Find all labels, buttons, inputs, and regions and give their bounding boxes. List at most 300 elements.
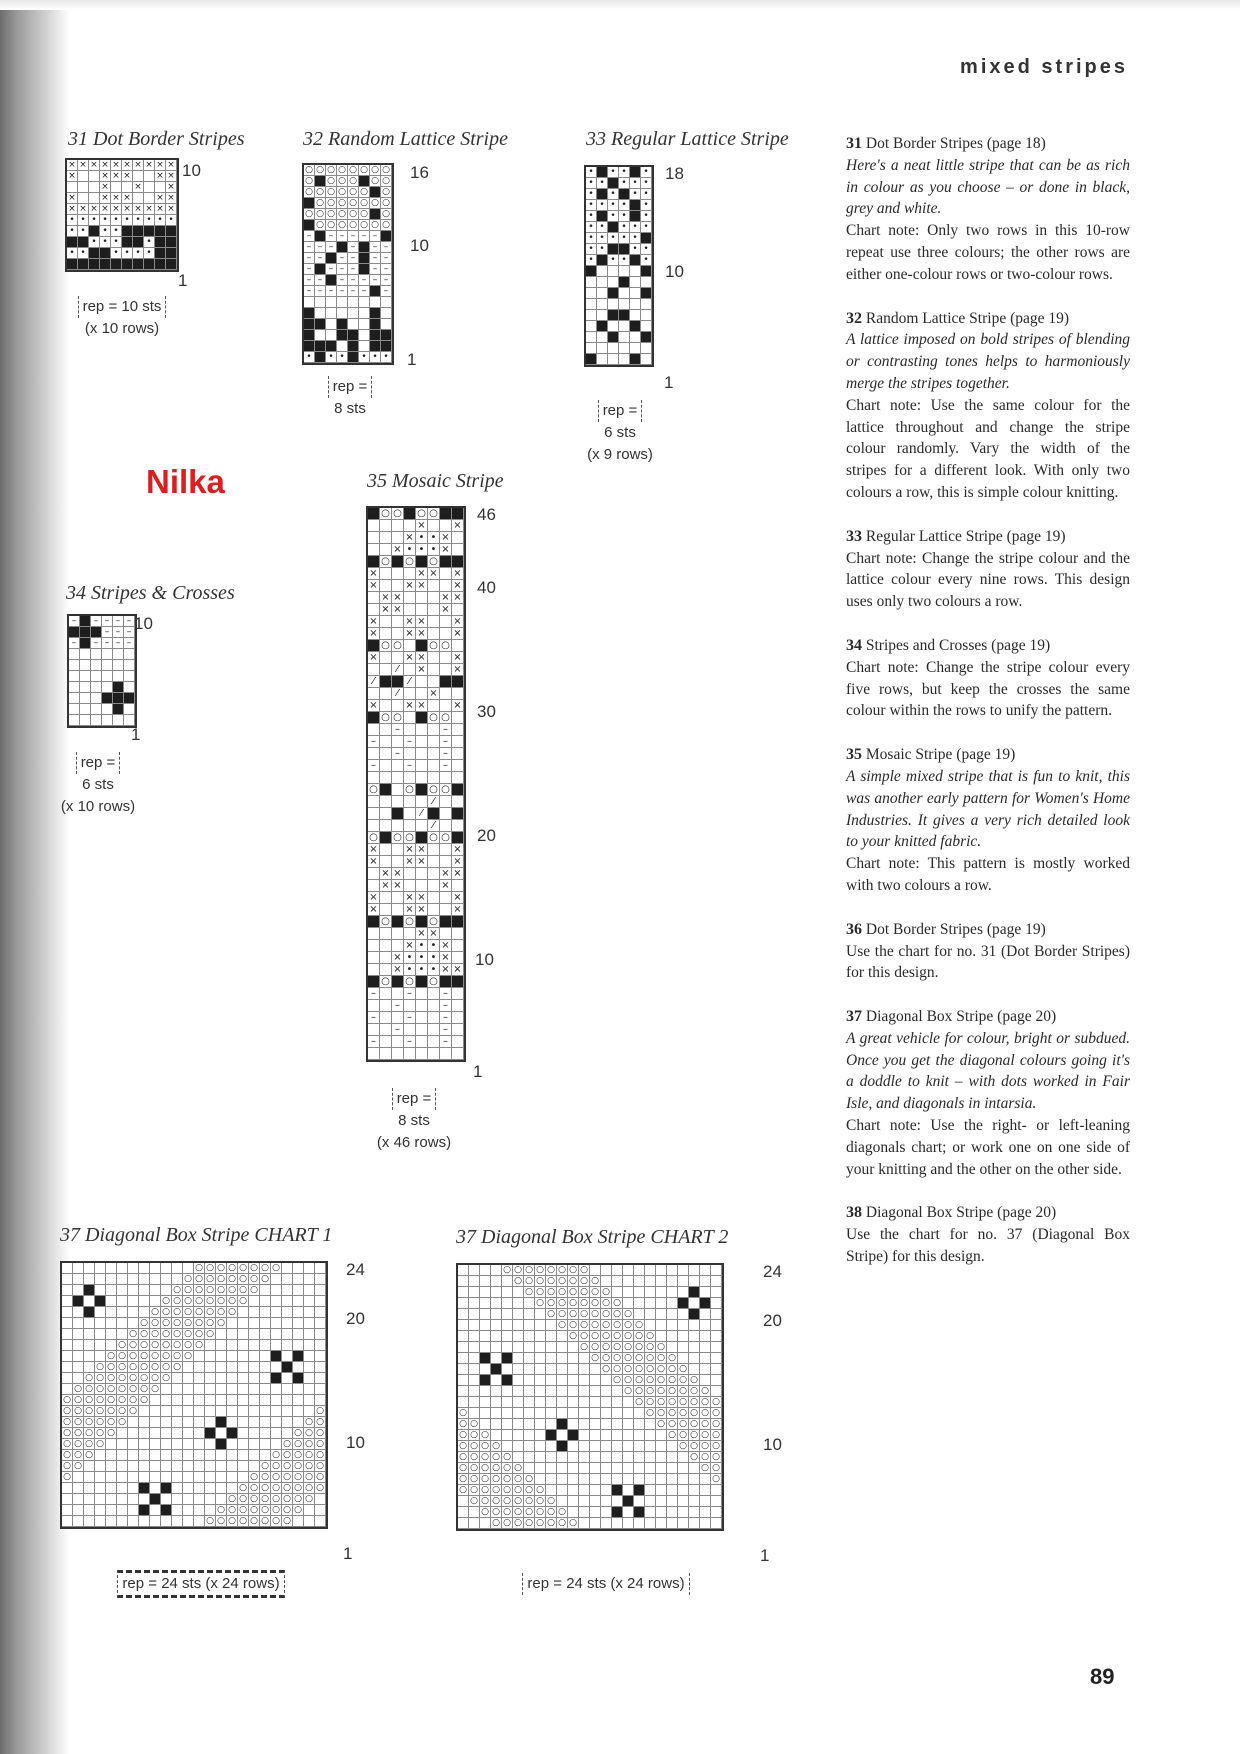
chart-cell: ○ [271, 1450, 282, 1461]
chart-cell [630, 277, 641, 288]
chart-cell: ○ [84, 1439, 95, 1450]
chart-cell [440, 796, 452, 808]
chart-cell [337, 308, 348, 319]
chart-cell [667, 1485, 678, 1496]
chart-cell [634, 1507, 645, 1518]
chart-cell [205, 1472, 216, 1483]
chart-cell [194, 1483, 205, 1494]
chart-cell: ○ [227, 1494, 238, 1505]
chart-cell: ○ [428, 640, 440, 652]
chart-cell [608, 354, 619, 365]
chart-cell [282, 1395, 293, 1406]
chart-cell [440, 616, 452, 628]
chart-cell [249, 1439, 260, 1450]
chart-cell: ○ [172, 1296, 183, 1307]
chart-cell [513, 1452, 524, 1463]
chart-cell: ○ [612, 1331, 623, 1342]
chart-cell [326, 275, 337, 286]
chart-cell: ○ [656, 1342, 667, 1353]
chart-cell [557, 1463, 568, 1474]
chart-cell [304, 341, 315, 352]
chart-cell [568, 1397, 579, 1408]
chart-cell: × [111, 204, 122, 215]
chart-cell [678, 1452, 689, 1463]
chart-cell: ○ [370, 198, 381, 209]
chart-cell [568, 1386, 579, 1397]
chart-cell [128, 1274, 139, 1285]
chart-cell [557, 1353, 568, 1364]
chart-cell: • [608, 211, 619, 222]
chart-cell: ○ [73, 1428, 84, 1439]
chart-cell [524, 1419, 535, 1430]
chart-cell [458, 1331, 469, 1342]
chart-cell: ○ [711, 1419, 722, 1430]
chart-cell [404, 664, 416, 676]
chart-cell [404, 1048, 416, 1060]
chart-cell [546, 1364, 557, 1375]
chart-cell: ○ [678, 1397, 689, 1408]
chart-cell [155, 237, 166, 248]
chart-cell: ○ [601, 1298, 612, 1309]
chart-cell: ○ [380, 712, 392, 724]
chart-cell [368, 688, 380, 700]
chart-cell: ○ [348, 209, 359, 220]
chart-cell [546, 1320, 557, 1331]
chart-cell [491, 1309, 502, 1320]
chart-cell [428, 664, 440, 676]
chart-cell [645, 1430, 656, 1441]
chart-cell: ○ [428, 508, 440, 520]
chart-cell [678, 1309, 689, 1320]
chart-cell [80, 715, 91, 726]
chart-cell [579, 1397, 590, 1408]
chart-cell [368, 520, 380, 532]
chart-cell: • [404, 952, 416, 964]
entry-37-description: A great vehicle for colour, bright or subdued. Once you get the diagonal colours going it's a doddle to knit – with dots worked in Fair Isle, and diagonals in intarsia. [846, 1029, 1130, 1113]
chart-cell [404, 688, 416, 700]
chart-cell: – [348, 264, 359, 275]
chart-cell: ○ [293, 1472, 304, 1483]
chart-cell: ○ [84, 1450, 95, 1461]
chart-cell [89, 171, 100, 182]
chart-cell [469, 1331, 480, 1342]
chart-cell [535, 1441, 546, 1452]
chart-cell: • [597, 233, 608, 244]
chart-cell: × [368, 892, 380, 904]
chart-cell [502, 1353, 513, 1364]
chart-cell: ○ [139, 1362, 150, 1373]
chart-cell: – [404, 988, 416, 1000]
chart-cell [612, 1507, 623, 1518]
chart-cell [293, 1384, 304, 1395]
chart-cell [128, 1428, 139, 1439]
chart-cell [161, 1274, 172, 1285]
chart-cell: ○ [117, 1417, 128, 1428]
chart-cell: × [416, 700, 428, 712]
chart-cell: × [144, 160, 155, 171]
chart-cell [172, 1450, 183, 1461]
chart-cell: – [404, 1036, 416, 1048]
chart-cell: ○ [73, 1439, 84, 1450]
chart-cell [205, 1483, 216, 1494]
chart-cell: ○ [458, 1452, 469, 1463]
chart-cell [183, 1472, 194, 1483]
chart-cell [667, 1320, 678, 1331]
chart-cell: ○ [216, 1318, 227, 1329]
chart-34-row-top: 10 [134, 614, 153, 633]
chart-cell [502, 1276, 513, 1287]
section-header: mixed stripes [960, 56, 1128, 78]
chart-cell [271, 1285, 282, 1296]
chart-cell: × [452, 616, 464, 628]
chart-cell [117, 1263, 128, 1274]
chart-cell [91, 671, 102, 682]
chart-cell: • [100, 226, 111, 237]
chart-cell: × [452, 628, 464, 640]
chart-cell: ○ [416, 508, 428, 520]
chart-cell [183, 1362, 194, 1373]
chart-cell: ○ [535, 1507, 546, 1518]
chart-cell [260, 1340, 271, 1351]
chart-cell [238, 1384, 249, 1395]
chart-cell: ○ [689, 1408, 700, 1419]
chart-cell: • [597, 244, 608, 255]
chart-cell: × [122, 171, 133, 182]
chart-cell [601, 1375, 612, 1386]
chart-cell: × [67, 160, 78, 171]
chart-cell: • [586, 200, 597, 211]
chart-cell [172, 1417, 183, 1428]
chart-cell [89, 193, 100, 204]
chart-cell: ○ [601, 1309, 612, 1320]
chart-cell: ○ [656, 1364, 667, 1375]
chart-cell [689, 1287, 700, 1298]
chart-cell: ○ [458, 1419, 469, 1430]
chart-32-title: 32 Random Lattice Stripe [303, 128, 508, 150]
chart-cell [128, 1505, 139, 1516]
chart-cell [634, 1276, 645, 1287]
chart-cell [392, 1012, 404, 1024]
chart-cell [205, 1428, 216, 1439]
chart-cell [535, 1353, 546, 1364]
chart-cell [91, 715, 102, 726]
chart-cell: ○ [106, 1384, 117, 1395]
chart-cell [557, 1375, 568, 1386]
chart-cell [260, 1307, 271, 1318]
entry-34-note: Chart note: Change the stripe colour every five rows, but keep the crosses the same colour within the rows to unify the pattern. [846, 658, 1130, 720]
chart-cell [260, 1362, 271, 1373]
chart-cell [205, 1439, 216, 1450]
chart-31-repeat: rep = 10 sts [78, 296, 167, 318]
entry-35-note: Chart note: This pattern is mostly worked with two colours a row. [846, 855, 1130, 894]
chart-cell: ○ [216, 1516, 227, 1527]
chart-cell: ○ [711, 1452, 722, 1463]
chart-cell [67, 259, 78, 270]
chart-cell: ○ [315, 1483, 326, 1494]
chart-cell [590, 1408, 601, 1419]
chart-cell: ○ [183, 1329, 194, 1340]
chart-cell: × [416, 928, 428, 940]
chart-cell [601, 1265, 612, 1276]
chart-cell: ○ [139, 1340, 150, 1351]
chart-cell: – [381, 253, 392, 264]
chart-cell [428, 652, 440, 664]
chart-cell [634, 1430, 645, 1441]
notes-column [846, 133, 1130, 1290]
chart-cell [700, 1287, 711, 1298]
chart-cell [590, 1485, 601, 1496]
chart-cell [502, 1364, 513, 1375]
chart-cell [480, 1353, 491, 1364]
chart-cell [452, 640, 464, 652]
chart-cell [128, 1516, 139, 1527]
chart-cell [84, 1318, 95, 1329]
chart-cell [139, 1406, 150, 1417]
chart-cell [513, 1309, 524, 1320]
chart-cell [111, 259, 122, 270]
chart-cell [404, 928, 416, 940]
chart-cell [623, 1507, 634, 1518]
chart-cell: ○ [491, 1485, 502, 1496]
chart-cell [452, 808, 464, 820]
chart-cell [144, 182, 155, 193]
chart-cell: ○ [315, 187, 326, 198]
chart-cell: ○ [117, 1362, 128, 1373]
chart-cell [133, 226, 144, 237]
chart-cell [106, 1439, 117, 1450]
chart-cell [452, 748, 464, 760]
chart-cell: ○ [368, 832, 380, 844]
chart-cell: ○ [513, 1485, 524, 1496]
chart-cell: ○ [579, 1342, 590, 1353]
chart-cell: – [337, 231, 348, 242]
chart-cell: ○ [404, 976, 416, 988]
chart-cell: ○ [689, 1386, 700, 1397]
chart-cell [326, 341, 337, 352]
chart-cell [645, 1485, 656, 1496]
chart-cell [502, 1320, 513, 1331]
chart-cell [416, 748, 428, 760]
chart-cell [113, 693, 124, 704]
chart-cell: ⁄ [392, 688, 404, 700]
chart-cell [392, 1048, 404, 1060]
chart-cell [469, 1364, 480, 1375]
chart-cell: ○ [326, 198, 337, 209]
chart-cell: ○ [491, 1507, 502, 1518]
chart-cell: ○ [535, 1276, 546, 1287]
chart-cell: – [304, 242, 315, 253]
chart-cell [304, 1263, 315, 1274]
chart-cell [656, 1287, 667, 1298]
chart-cell [380, 772, 392, 784]
chart-cell [150, 1483, 161, 1494]
chart-cell [380, 844, 392, 856]
chart-cell [205, 1494, 216, 1505]
chart-cell: ○ [711, 1474, 722, 1485]
chart-cell [440, 928, 452, 940]
chart-cell [84, 1263, 95, 1274]
chart-cell [678, 1342, 689, 1353]
chart-cell [667, 1507, 678, 1518]
chart-cell: ○ [623, 1331, 634, 1342]
chart-cell [380, 760, 392, 772]
chart-cell [102, 649, 113, 660]
chart-cell [227, 1461, 238, 1472]
chart-34-rows: (x 10 rows) [60, 798, 136, 815]
chart-cell [95, 1296, 106, 1307]
chart-cell [73, 1362, 84, 1373]
chart-cell: ○ [678, 1419, 689, 1430]
chart-cell [586, 277, 597, 288]
chart-cell: ○ [557, 1507, 568, 1518]
chart-cell: × [404, 904, 416, 916]
chart-cell: × [428, 928, 440, 940]
chart-cell: ○ [238, 1483, 249, 1494]
chart-cell [608, 343, 619, 354]
chart-cell [62, 1494, 73, 1505]
chart-cell [458, 1342, 469, 1353]
chart-cell: • [608, 200, 619, 211]
chart-cell [282, 1417, 293, 1428]
chart-cell [579, 1452, 590, 1463]
chart-cell: ○ [502, 1463, 513, 1474]
chart-cell [641, 299, 652, 310]
chart-cell [95, 1285, 106, 1296]
chart-cell [122, 182, 133, 193]
chart-cell [601, 1419, 612, 1430]
entry-33-heading: 33 Regular Lattice Stripe (page 19) [846, 527, 1066, 545]
chart-cell [513, 1364, 524, 1375]
chart-cell [238, 1329, 249, 1340]
chart-cell [557, 1474, 568, 1485]
chart-cell [416, 1024, 428, 1036]
chart-cell [368, 508, 380, 520]
chart-cell: ○ [260, 1461, 271, 1472]
chart-cell [380, 928, 392, 940]
chart-cell [172, 1505, 183, 1516]
chart-cell [249, 1395, 260, 1406]
chart-cell [428, 844, 440, 856]
chart-cell: • [586, 222, 597, 233]
chart-cell [62, 1285, 73, 1296]
chart-cell [623, 1474, 634, 1485]
chart-cell [113, 671, 124, 682]
chart-cell [84, 1296, 95, 1307]
chart-cell: ⁄ [392, 664, 404, 676]
chart-cell [689, 1320, 700, 1331]
chart-cell [416, 820, 428, 832]
chart-cell: • [641, 255, 652, 266]
chart-cell [117, 1461, 128, 1472]
chart-cell [150, 1285, 161, 1296]
chart-cell [227, 1439, 238, 1450]
chart-cell [380, 988, 392, 1000]
chart-cell: ○ [205, 1285, 216, 1296]
chart-cell: ○ [337, 220, 348, 231]
chart-cell [535, 1430, 546, 1441]
chart-cell [568, 1452, 579, 1463]
chart-cell: ○ [568, 1265, 579, 1276]
chart-cell: × [452, 580, 464, 592]
chart-cell [271, 1329, 282, 1340]
chart-cell [150, 1461, 161, 1472]
chart-cell [667, 1496, 678, 1507]
chart-cell: • [416, 940, 428, 952]
chart-cell [370, 330, 381, 341]
chart-cell [535, 1342, 546, 1353]
chart-cell [546, 1375, 557, 1386]
chart-cell [73, 1285, 84, 1296]
chart-cell [452, 736, 464, 748]
chart-cell [392, 976, 404, 988]
chart-cell: ○ [282, 1461, 293, 1472]
chart-cell: ○ [656, 1386, 667, 1397]
chart-cell [404, 820, 416, 832]
chart-cell: ○ [227, 1285, 238, 1296]
chart-cell [623, 1419, 634, 1430]
chart-cell [271, 1395, 282, 1406]
chart-cell: × [166, 204, 177, 215]
chart-cell [368, 952, 380, 964]
chart-cell [623, 1496, 634, 1507]
chart-cell [557, 1364, 568, 1375]
chart-cell [678, 1485, 689, 1496]
chart-cell: ○ [238, 1285, 249, 1296]
chart-cell [480, 1364, 491, 1375]
chart-cell [667, 1287, 678, 1298]
chart-cell [452, 508, 464, 520]
chart-cell [440, 556, 452, 568]
chart-cell [667, 1452, 678, 1463]
chart-cell: ○ [513, 1276, 524, 1287]
chart-cell: ○ [216, 1274, 227, 1285]
chart-cell [282, 1384, 293, 1395]
chart-cell: × [392, 544, 404, 556]
chart-cell [194, 1384, 205, 1395]
chart-cell [513, 1408, 524, 1419]
chart-cell [608, 288, 619, 299]
chart-cell: – [337, 253, 348, 264]
chart-cell [117, 1472, 128, 1483]
chart-cell [656, 1496, 667, 1507]
chart-cell: – [440, 724, 452, 736]
chart-cell: ○ [579, 1265, 590, 1276]
chart-cell: ○ [62, 1461, 73, 1472]
chart-cell [630, 354, 641, 365]
chart-cell: ○ [150, 1340, 161, 1351]
chart-cell [368, 664, 380, 676]
chart-cell [166, 259, 177, 270]
chart-cell [416, 604, 428, 616]
chart-cell: ○ [315, 165, 326, 176]
chart-cell [95, 1516, 106, 1527]
chart-cell [194, 1450, 205, 1461]
chart-cell: ○ [227, 1505, 238, 1516]
chart-cell: ○ [502, 1518, 513, 1529]
chart-cell: – [326, 231, 337, 242]
chart-cell [711, 1496, 722, 1507]
chart-cell [711, 1353, 722, 1364]
chart-cell [144, 171, 155, 182]
chart-cell [428, 580, 440, 592]
chart-cell [568, 1419, 579, 1430]
chart-cell [282, 1274, 293, 1285]
chart-cell [428, 736, 440, 748]
chart-cell: ○ [128, 1373, 139, 1384]
chart-cell [315, 1516, 326, 1527]
chart-cell: ○ [458, 1430, 469, 1441]
chart-cell [227, 1417, 238, 1428]
